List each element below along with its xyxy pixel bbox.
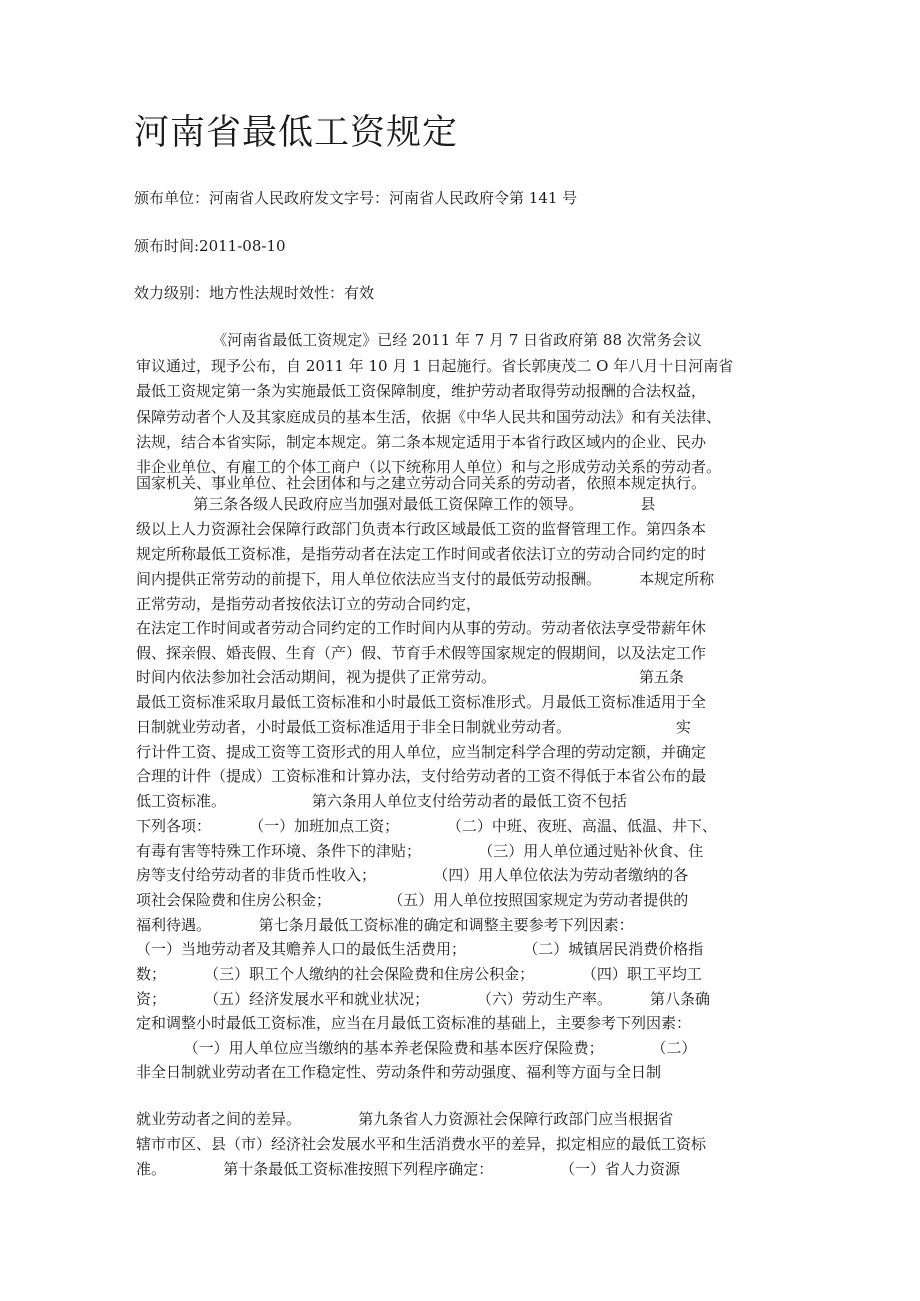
body-line: 规定所称最低工资标准，是指劳动者在法定工作时间或者依法订立的劳动合同约定的时 bbox=[136, 545, 707, 563]
body-line: 非企业单位、有雇工的个体工商户（以下统称用人单位）和与之形成劳动关系的劳动者。 bbox=[136, 458, 722, 476]
body-line: 时间内依法参加社会活动期间，视为提供了正常劳动。 第五条 bbox=[136, 668, 685, 686]
body-line: 数； （三）职工个人缴纳的社会保险费和住房公积金； （四）职工平均工 bbox=[136, 965, 702, 983]
issuing-authority: 颁布单位：河南省人民政府发文字号：河南省人民政府令第 141 号 bbox=[134, 189, 578, 207]
issue-date: 颁布时间:2011-08-10 bbox=[134, 237, 286, 255]
body-line: 法规，结合本省实际，制定本规定。第二条本规定适用于本省行政区域内的企业、民办 bbox=[136, 433, 707, 451]
body-line: 正常劳动，是指劳动者按依法订立的劳动合同约定， bbox=[136, 595, 482, 613]
body-line: （一）用人单位应当缴纳的基本养老保险费和基本医疗保险费； （二） bbox=[136, 1039, 697, 1057]
body-line: 辖市市区、县（市）经济社会发展水平和生活消费水平的差异，拟定相应的最低工资标 bbox=[136, 1135, 707, 1153]
validity-level: 效力级别：地方性法规时效性：有效 bbox=[134, 284, 375, 302]
body-line: 间内提供正常劳动的前提下，用人单位依法应当支付的最低劳动报酬。 本规定所称 bbox=[136, 570, 715, 588]
body-line: 合理的计件（提成）工资标准和计算办法，支付给劳动者的工资不得低于本省公布的最 bbox=[136, 767, 707, 785]
body-line: 下列各项： （一）加班加点工资； （二）中班、夜班、高温、低温、井下、 bbox=[136, 817, 717, 835]
body-line: 最低工资标准采取月最低工资标准和小时最低工资标准形式。月最低工资标准适用于全 bbox=[136, 693, 707, 711]
body-line: 在法定工作时间或者劳动合同约定的工作时间内从事的劳动。劳动者依法享受带薪年休 bbox=[136, 619, 707, 637]
body-line: 日制就业劳动者，小时最低工资标准适用于非全日制就业劳动者。 实 bbox=[136, 718, 691, 736]
body-line: 《河南省最低工资规定》已经 2011 年 7 月 7 日省政府第 88 次常务会议 bbox=[136, 331, 702, 349]
body-line: 假、探亲假、婚丧假、生育（产）假、节育手术假等国家规定的假期间，以及法定工作 bbox=[136, 644, 707, 662]
body-line: 非全日制就业劳动者在工作稳定性、劳动条件和劳动强度、福利等方面与全日制 bbox=[136, 1063, 662, 1081]
body-line: 国家机关、事业单位、社会团体和与之建立劳动合同关系的劳动者，依照本规定执行。 bbox=[136, 474, 707, 492]
body-line: 准。 第十条最低工资标准按照下列程序确定： （一）省人力资源 bbox=[136, 1160, 680, 1178]
document-title: 河南省最低工资规定 bbox=[134, 113, 459, 153]
body-line: 保障劳动者个人及其家庭成员的基本生活，依据《中华人民共和国劳动法》和有关法律、 bbox=[136, 408, 722, 426]
body-line: 第三条各级人民政府应当加强对最低工资保障工作的领导。 县 bbox=[136, 495, 656, 513]
body-line: 就业劳动者之间的差异。 第九条省人力资源社会保障行政部门应当根据省 bbox=[136, 1110, 674, 1128]
body-line: 项社会保险费和住房公积金； （五）用人单位按照国家规定为劳动者提供的 bbox=[136, 891, 689, 909]
body-line: 有毒有害等特殊工作环境、条件下的津贴； （三）用人单位通过贴补伙食、住 bbox=[136, 842, 704, 860]
body-line: 行计件工资、提成工资等工资形式的用人单位，应当制定科学合理的劳动定额，并确定 bbox=[136, 743, 707, 761]
body-line: 审议通过，现予公布，自 2011 年 10 月 1 日起施行。省长郭庚茂二 O 年八月十日河南省 bbox=[136, 357, 734, 375]
body-line: 资； （五）经济发展水平和就业状况； （六）劳动生产率。 第八条确 bbox=[136, 990, 710, 1008]
body-line: 定和调整小时最低工资标准，应当在月最低工资标准的基础上，主要参考下列因素： bbox=[136, 1014, 692, 1032]
body-line: 低工资标准。 第六条用人单位支付给劳动者的最低工资不包括 bbox=[136, 792, 627, 810]
body-line: 福利待遇。 第七条月最低工资标准的确定和调整主要参考下列因素： bbox=[136, 916, 634, 934]
body-line: 房等支付给劳动者的非货币性收入； （四）用人单位依法为劳动者缴纳的各 bbox=[136, 866, 689, 884]
body-line: 最低工资规定第一条为实施最低工资保障制度，维护劳动者取得劳动报酬的合法权益， bbox=[136, 382, 707, 400]
body-line: 级以上人力资源社会保障行政部门负责本行政区域最低工资的监督管理工作。第四条本 bbox=[136, 520, 707, 538]
body-line: （一）当地劳动者及其赡养人口的最低生活费用； （二）城镇居民消费价格指 bbox=[136, 940, 704, 958]
